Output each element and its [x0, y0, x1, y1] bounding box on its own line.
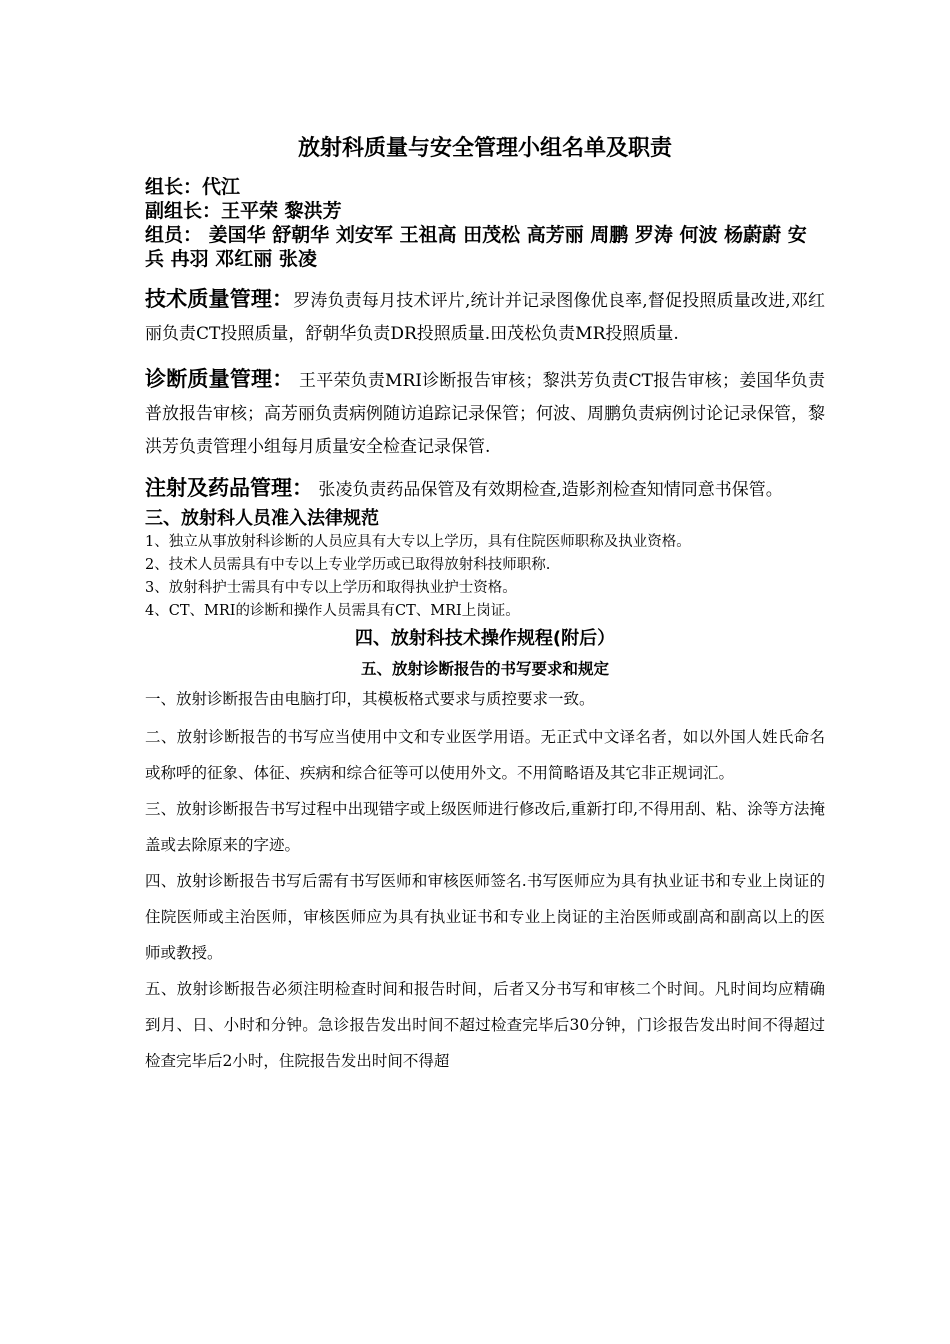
diagnostic-quality-paragraph	[145, 363, 825, 464]
diagnostic-quality-text: 王平荣负责MRI诊断报告审核；黎洪芳负责CT报告审核；姜国华负责普放报告审核；高芳丽负责病例随访追踪记录保管；何波、周鹏负责病例讨论记录保管，黎洪芳负责管理小组每月质量安全检查记录保管.	[145, 371, 826, 457]
team-leader: 组长：代江	[145, 176, 241, 198]
injection-drug-paragraph	[145, 472, 825, 507]
section-5-item: 四、放射诊断报告书写后需有书写医师和审核医师签名.书写医师应为具有执业证书和专业上岗证的住院医师或主治医师，审核医师应为具有执业证书和专业上岗证的主治医师或副高和副高以上的医师或教授。	[145, 872, 825, 962]
document-body	[145, 133, 825, 1079]
section-5-item: 二、放射诊断报告的书写应当使用中文和专业医学用语。无正式中文译名者，如以外国人姓氏命名或称呼的征象、体征、疾病和综合征等可以使用外文。不用简略语及其它非正规词汇。	[145, 728, 825, 782]
technical-quality-heading: 技术质量管理：	[145, 287, 294, 311]
injection-drug-heading: 注射及药品管理：	[145, 476, 313, 500]
team-deputy: 副组长：王平荣 黎洪芳	[145, 200, 342, 222]
injection-drug-text: 张凌负责药品保管及有效期检查,造影剂检查知情同意书保管。	[313, 480, 783, 500]
section-3-item: 2、技术人员需具有中专以上专业学历或已取得放射科技师职称.	[145, 557, 551, 573]
technical-quality-paragraph	[145, 283, 825, 351]
section-3-item: 4、CT、MRI的诊断和操作人员需具有CT、MRI上岗证。	[145, 603, 520, 619]
team-members: 组员： 姜国华 舒朝华 刘安军 王祖高 田茂松 高芳丽 周鹏 罗涛 何波 杨蔚蔚 安兵 冉羽 邓红丽 张凌	[145, 224, 807, 270]
section-5	[145, 651, 825, 1079]
section-3	[145, 507, 825, 623]
section-5-item: 五、放射诊断报告必须注明检查时间和报告时间，后者又分书写和审核二个时间。凡时间均应精确到月、日、小时和分钟。急诊报告发出时间不超过检查完毕后30分钟，门诊报告发出时间不得超过检查完毕后2小时，住院报告发出时间不得超	[145, 980, 825, 1070]
section-3-item: 1、独立从事放射科诊断的人员应具有大专以上学历，具有住院医师职称及执业资格。	[145, 534, 691, 550]
technical-quality-text: 罗涛负责每月技术评片,统计并记录图像优良率,督促投照质量改进,邓红丽负责CT投照质量，舒朝华负责DR投照质量.田茂松负责MR投照质量.	[145, 291, 825, 344]
team-roster	[145, 175, 825, 271]
section-5-heading: 五、放射诊断报告的书写要求和规定	[360, 660, 609, 678]
section-3-item: 3、放射科护士需具有中专以上学历和取得执业护士资格。	[145, 580, 517, 596]
section-3-heading: 三、放射科人员准入法律规范	[145, 508, 379, 529]
section-5-item: 三、放射诊断报告书写过程中出现错字或上级医师进行修改后,重新打印,不得用刮、粘、涂等方法掩盖或去除原来的字迹。	[145, 800, 825, 854]
diagnostic-quality-heading: 诊断质量管理：	[145, 367, 294, 391]
section-4-heading: 四、放射科技术操作规程(附后）	[354, 628, 616, 649]
section-5-item: 一、放射诊断报告由电脑打印，其模板格式要求与质控要求一致。	[145, 690, 595, 708]
document-title: 放射科质量与安全管理小组名单及职责	[297, 136, 672, 161]
